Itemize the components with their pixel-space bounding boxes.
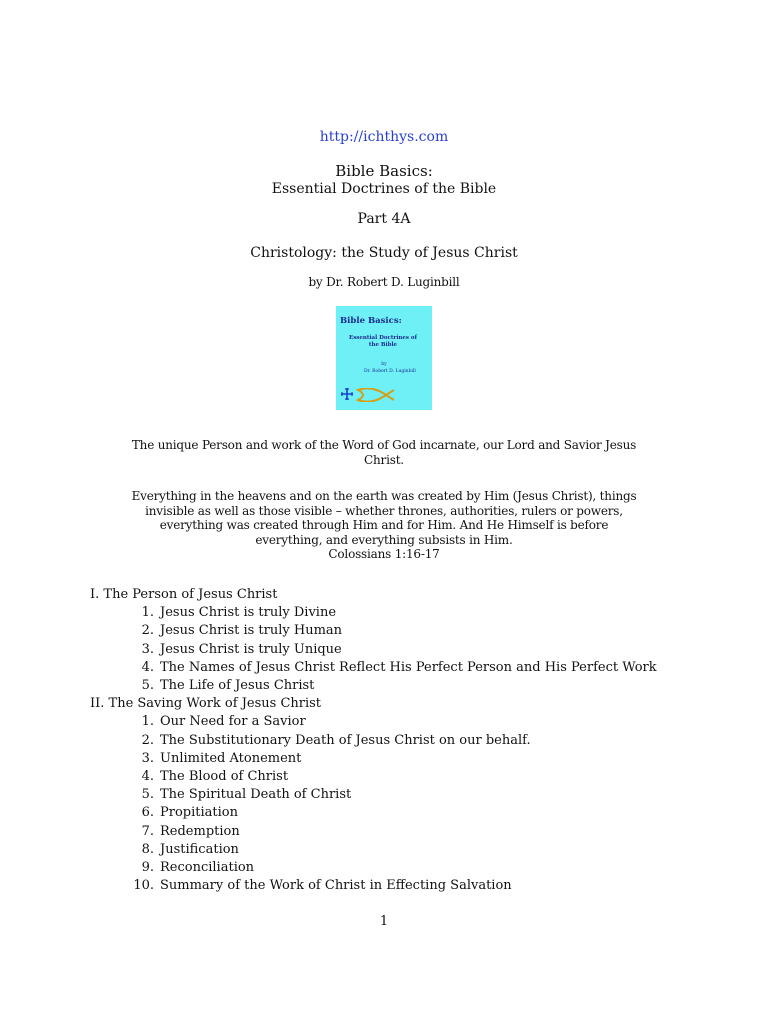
outline-item-number: 3. <box>141 750 154 766</box>
outline-item-text: Reconciliation <box>160 860 255 876</box>
outline-item-text: Unlimited Atonement <box>160 750 302 766</box>
outline-item-text: The Blood of Christ <box>160 769 289 785</box>
outline-item-number: 2. <box>141 732 154 748</box>
outline-item-text: Summary of the Work of Christ in Effecting Salvation <box>160 878 512 894</box>
outline-item-text: Jesus Christ is truly Divine <box>160 605 337 621</box>
outline-item <box>90 622 657 640</box>
site-link[interactable]: http://ichthys.com <box>319 129 449 145</box>
outline-item <box>90 750 657 768</box>
cover-subtitle: Essential Doctrines of the Bible <box>349 335 417 348</box>
outline-item-number: 6. <box>141 805 154 821</box>
outline-item-text: The Life of Jesus Christ <box>160 678 315 694</box>
ichthys-fish-icon <box>356 388 396 402</box>
outline-item-number: 1. <box>141 714 154 730</box>
outline-item-text: Redemption <box>160 823 240 839</box>
series-title-text: Bible Basics <box>335 162 428 180</box>
cover-by: by <box>381 362 387 367</box>
chapter-title: Christology: the Study of Jesus Christ <box>250 245 518 261</box>
outline-item-number: 7. <box>141 823 154 839</box>
outline-item-number: 5. <box>141 787 154 803</box>
outline-item <box>90 677 657 695</box>
outline-item <box>90 604 657 622</box>
outline-item <box>90 659 657 677</box>
outline-item-number: 1. <box>141 605 154 621</box>
outline-item-text: Jesus Christ is truly Human <box>160 623 343 639</box>
outline-item <box>90 641 657 659</box>
outline-item-text: Propitiation <box>160 805 238 821</box>
outline-item-number: 3. <box>141 641 154 657</box>
intro-quote-block <box>130 489 638 562</box>
book-cover-image <box>336 306 432 410</box>
outline-item-text: Justification <box>160 841 239 857</box>
byline: by Dr. Robert D. Luginbill <box>308 275 460 289</box>
outline-item-text: The Spiritual Death of Christ <box>160 787 352 803</box>
outline-item <box>90 713 657 731</box>
outline-item-text: The Names of Jesus Christ Reflect His Perfect Person and His Perfect Work <box>160 659 657 675</box>
outline-item-number: 5. <box>141 678 154 694</box>
outline-item <box>90 732 657 750</box>
quote-reference: Colossians 1:16-17 <box>328 547 440 561</box>
outline-item <box>90 804 657 822</box>
cover-title: Bible Basics: <box>340 316 402 326</box>
outline <box>90 586 657 895</box>
outline-item-text: Our Need for a Savior <box>160 714 306 730</box>
outline-item <box>90 859 657 877</box>
site-link-container <box>0 129 768 145</box>
outline-item-text: The Substitutionary Death of Jesus Christ on our behalf. <box>160 732 531 748</box>
outline-item-number: 9. <box>141 860 154 876</box>
part-label: Part 4A <box>357 211 411 227</box>
outline-section-1: I. The Person of Jesus Christ <box>90 587 278 602</box>
outline-item-number: 8. <box>141 841 154 857</box>
series-title: Bible Basics: <box>335 162 433 180</box>
outline-item-text: Jesus Christ is truly Unique <box>160 641 342 657</box>
outline-item-number: 4. <box>141 659 154 675</box>
page-number: 1 <box>379 914 389 929</box>
outline-item-number: 2. <box>141 623 154 639</box>
series-subtitle: Essential Doctrines of the Bible <box>271 181 497 197</box>
outline-item <box>90 786 657 804</box>
outline-item <box>90 841 657 859</box>
outline-item <box>90 877 657 895</box>
outline-item <box>90 823 657 841</box>
intro-quote: Everything in the heavens and on the earth was created by Him (Jesus Christ), things invisible as well as those visible – whether thrones, authorities, rulers or powers, everything was created through Him and for Him. And He Himself is before everything, and everything subsists in Him. <box>131 489 637 547</box>
outline-item <box>90 768 657 786</box>
cover-author: Dr. Robert D. Luginbill <box>364 369 416 374</box>
outline-section-2: II. The Saving Work of Jesus Christ <box>90 696 322 712</box>
intro-summary: The unique Person and work of the Word of God incarnate, our Lord and Savior Jesus Christ. <box>131 438 637 467</box>
outline-item-number: 10. <box>133 878 154 894</box>
outline-item-number: 4. <box>141 769 154 785</box>
cross-icon <box>341 388 353 400</box>
